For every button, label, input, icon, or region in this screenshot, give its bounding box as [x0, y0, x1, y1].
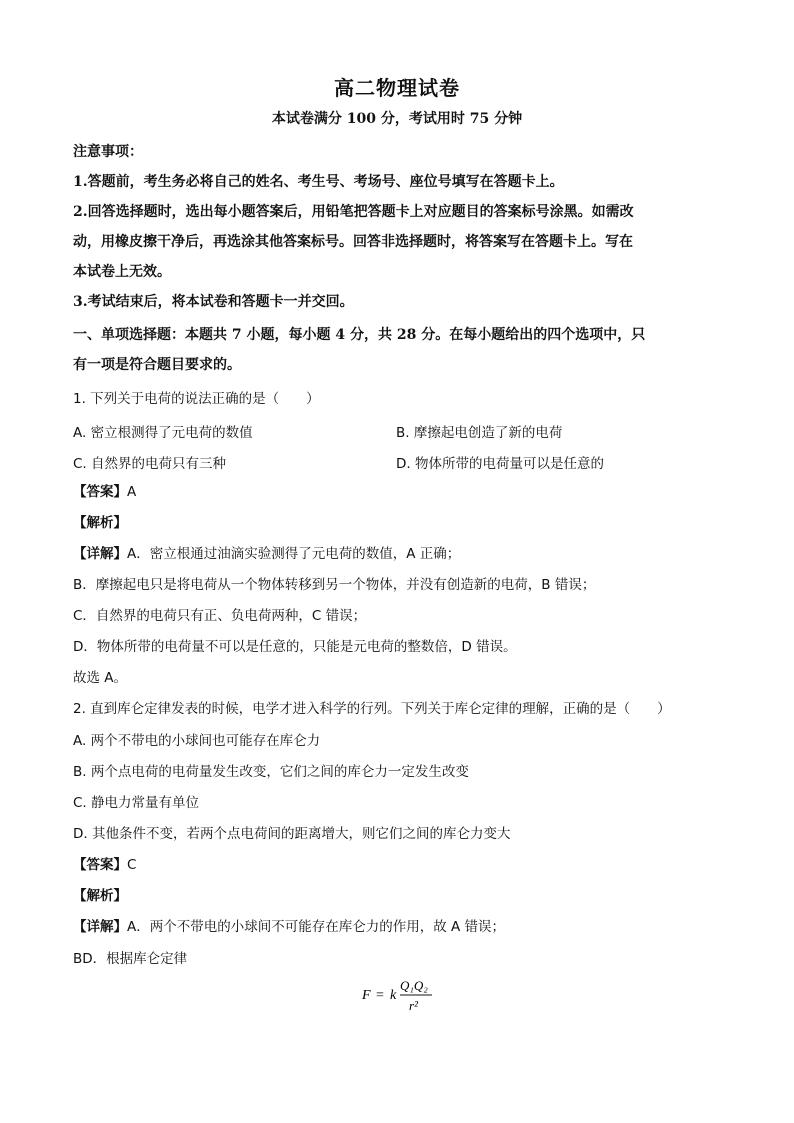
formula-k: k [390, 988, 397, 1003]
note-2-line-3: 本试卷上无效。 [73, 264, 171, 280]
q2-detail-2: BD．根据库仑定律 [73, 951, 188, 967]
q2-option-d: D. 其他条件不变，若两个点电荷间的距离增大，则它们之间的库仑力变大 [73, 826, 511, 842]
notes-heading: 注意事项： [73, 144, 143, 160]
q1-analysis-tag: 【解析】 [73, 515, 127, 531]
q1-detail-1 [73, 545, 723, 563]
q1-stem: 1. 下列关于电荷的说法正确的是（ ） [73, 391, 320, 407]
q2-option-b: B. 两个点电荷的电荷量发生改变，它们之间的库仑力一定发生改变 [73, 764, 469, 780]
q1-option-d: D. 物体所带的电荷量可以是任意的 [396, 456, 604, 472]
formula-denominator: r² [409, 998, 418, 1013]
q1-answer-value: A [127, 484, 137, 500]
q1-option-c: C. 自然界的电荷只有三种 [73, 456, 227, 472]
note-2-line-2: 动，用橡皮擦干净后，再选涂其他答案标号。回答非选择题时，将答案写在答题卡上。写在 [73, 234, 633, 250]
formula-lhs: F [362, 988, 371, 1003]
page-title: 高二物理试卷 [334, 76, 460, 100]
note-1: 1.答题前，考生务必将自己的姓名、考生号、考场号、座位号填写在答题卡上。 [73, 174, 564, 190]
q2-analysis-tag: 【解析】 [73, 888, 127, 904]
exam-info: 本试卷满分 100 分，考试用时 75 分钟 [271, 111, 523, 127]
formula-numerator: Q₁Q₂ [400, 978, 428, 993]
note-2-line-1: 2.回答选择题时，选出每小题答案后，用铅笔把答题卡上对应题目的答案标号涂黑。如需改 [73, 204, 634, 220]
q1-answer [73, 483, 723, 501]
q2-detail-1 [73, 918, 723, 936]
q1-conclusion: 故选 A。 [73, 670, 128, 686]
q2-answer-tag: 【答案】 [73, 857, 127, 873]
q2-answer [73, 856, 723, 874]
q1-detail-3: C．自然界的电荷只有正、负电荷两种，C 错误； [73, 608, 367, 624]
note-3: 3.考试结束后，将本试卷和答题卡一并交回。 [73, 294, 354, 310]
formula-equals: = [376, 988, 384, 1003]
coulomb-formula [360, 975, 450, 1015]
q2-detail-1-text: A．两个不带电的小球间不可能存在库仑力的作用，故 A 错误； [127, 919, 506, 935]
q1-answer-tag: 【答案】 [73, 484, 127, 500]
q2-stem: 2. 直到库仑定律发表的时候，电学才进入科学的行列。下列关于库仑定律的理解，正确的是（ ） [73, 701, 671, 717]
q1-option-b: B. 摩擦起电创造了新的电荷 [396, 425, 563, 441]
q1-detail-1-text: A．密立根通过油滴实验测得了元电荷的数值，A 正确； [127, 546, 461, 562]
section-heading-line-1: 一、单项选择题：本题共 7 小题，每小题 4 分，共 28 分。在每小题给出的四个选项中，只 [73, 327, 646, 343]
q2-answer-value: C [127, 857, 137, 873]
q1-detail-tag: 【详解】 [73, 546, 127, 562]
q2-option-c: C. 静电力常量有单位 [73, 795, 200, 811]
q2-option-a: A. 两个不带电的小球间也可能存在库仑力 [73, 733, 321, 749]
section-heading-line-2: 有一项是符合题目要求的。 [73, 357, 241, 373]
q1-detail-4: D．物体所带的电荷量不可以是任意的，只能是元电荷的整数倍，D 错误。 [73, 639, 517, 655]
q1-option-a: A. 密立根测得了元电荷的数值 [73, 425, 253, 441]
q1-detail-2: B．摩擦起电只是将电荷从一个物体转移到另一个物体，并没有创造新的电荷，B 错误； [73, 577, 596, 593]
q2-detail-tag: 【详解】 [73, 919, 127, 935]
